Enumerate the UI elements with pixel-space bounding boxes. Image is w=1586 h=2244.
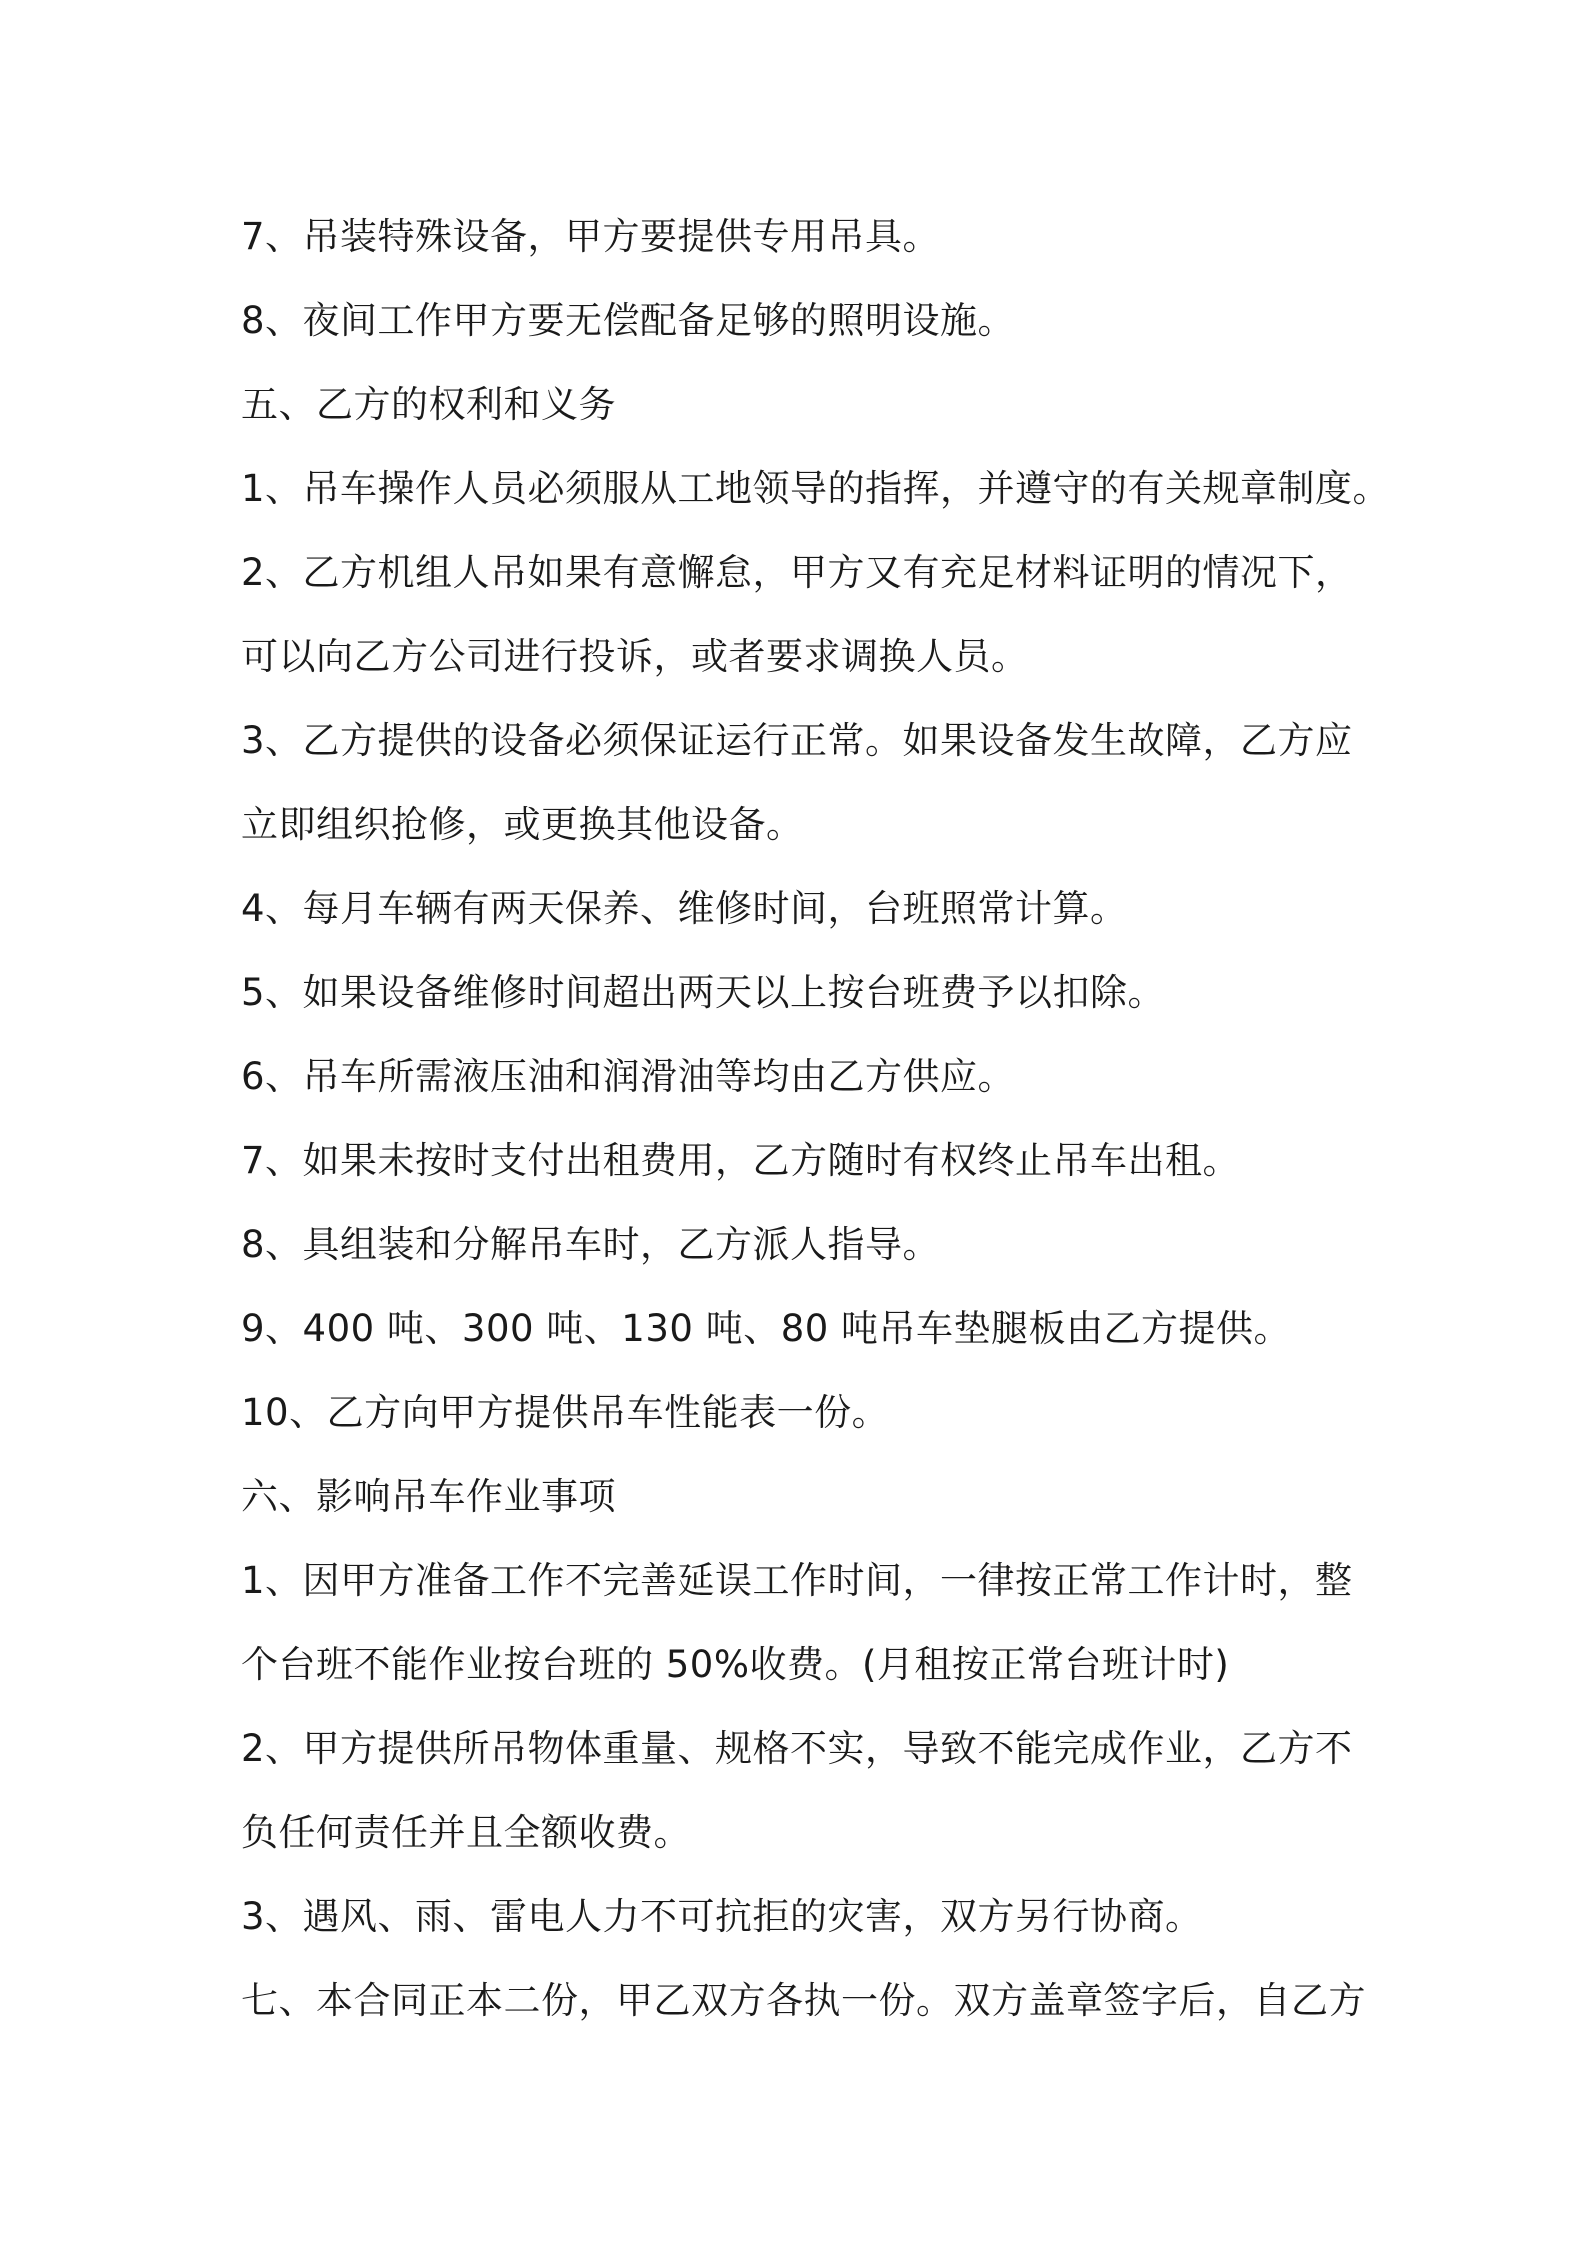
clause-a7-special-rigging: 7、吊装特殊设备，甲方要提供专用吊具。	[241, 215, 941, 258]
clause-b5: 5、如果设备维修时间超出两天以上按台班费予以扣除。	[241, 971, 1166, 1014]
clause-b3-line1: 3、乙方提供的设备必须保证运行正常。如果设备发生故障，乙方应	[241, 719, 1353, 762]
clause-b9: 9、400 吨、300 吨、130 吨、80 吨吊车垫腿板由乙方提供。	[241, 1307, 1292, 1350]
clause-c1-line2: 个台班不能作业按台班的 50%收费。(月租按正常台班计时)	[241, 1643, 1230, 1686]
document-body	[241, 195, 1391, 2043]
clause-b7: 7、如果未按时支付出租费用，乙方随时有权终止吊车出租。	[241, 1139, 1241, 1182]
clause-b2-line1: 2、乙方机组人吊如果有意懈怠，甲方又有充足材料证明的情况下，	[241, 551, 1353, 594]
clause-b8: 8、具组装和分解吊车时，乙方派人指导。	[241, 1223, 941, 1266]
clause-b1: 1、吊车操作人员必须服从工地领导的指挥，并遵守的有关规章制度。	[241, 467, 1391, 510]
section-heading-7: 七、本合同正本二份，甲乙双方各执一份。双方盖章签字后，自乙方	[241, 1979, 1366, 2022]
clause-b4: 4、每月车辆有两天保养、维修时间，台班照常计算。	[241, 887, 1128, 930]
section-heading-5: 五、乙方的权利和义务	[241, 383, 616, 426]
clause-b10: 10、乙方向甲方提供吊车性能表一份。	[241, 1391, 890, 1434]
clause-b6: 6、吊车所需液压油和润滑油等均由乙方供应。	[241, 1055, 1016, 1098]
clause-a8-night-lighting: 8、夜间工作甲方要无偿配备足够的照明设施。	[241, 299, 1016, 342]
clause-b2-line2: 可以向乙方公司进行投诉，或者要求调换人员。	[241, 635, 1029, 678]
clause-c1-line1: 1、因甲方准备工作不完善延误工作时间，一律按正常工作计时，整	[241, 1559, 1353, 1602]
clause-c2-line2: 负任何责任并且全额收费。	[241, 1811, 691, 1854]
clause-c2-line1: 2、甲方提供所吊物体重量、规格不实，导致不能完成作业，乙方不	[241, 1727, 1353, 1770]
clause-c3: 3、遇风、雨、雷电人力不可抗拒的灾害，双方另行协商。	[241, 1895, 1203, 1938]
section-heading-6: 六、影响吊车作业事项	[241, 1475, 616, 1518]
clause-b3-line2: 立即组织抢修，或更换其他设备。	[241, 803, 804, 846]
